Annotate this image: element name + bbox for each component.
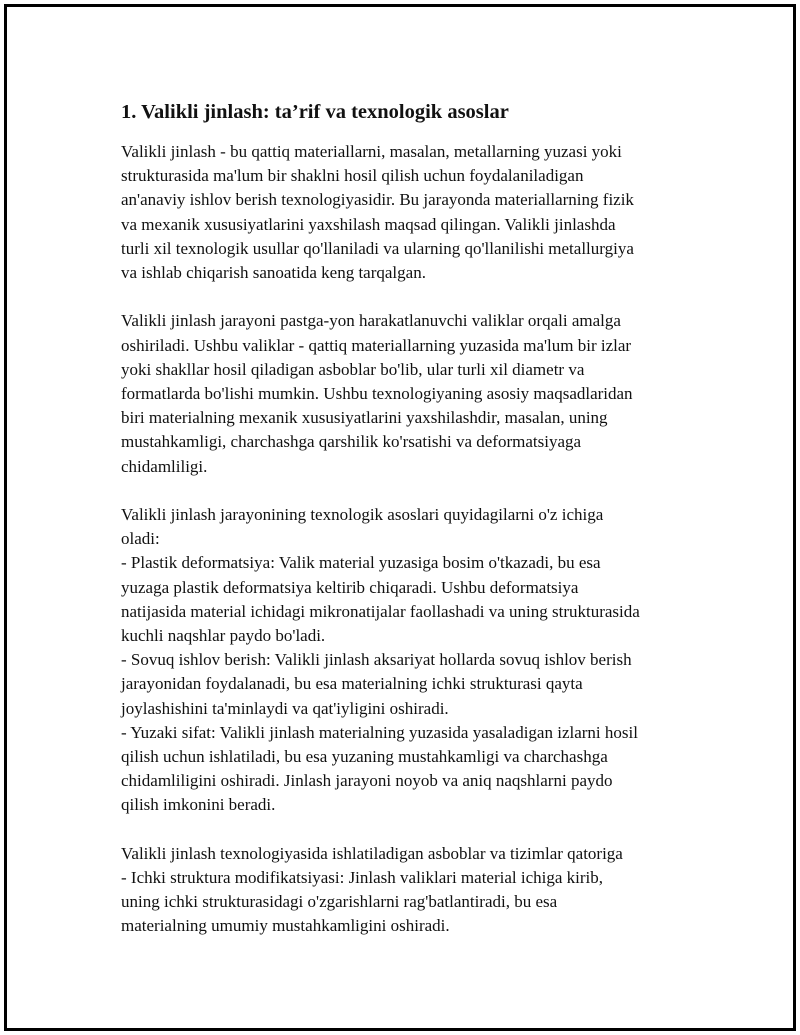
text-line: an'anaviy ishlov berish texnologiyasidir. Bu jarayonda materiallarning fizik: [121, 190, 634, 210]
document-content: [121, 99, 711, 963]
paragraph-foundations: [121, 503, 711, 818]
text-line: turli xil texnologik usullar qo'llaniladi va ularning qo'llanilishi metallurgiya: [121, 238, 634, 258]
list-item-line: - Plastik deformatsiya: Valik material yuzasiga bosim o'tkazadi, bu esa: [121, 553, 601, 573]
text-line: oladi:: [121, 529, 160, 549]
text-line: oshiriladi. Ushbu valiklar - qattiq materiallarning yuzasida ma'lum bir izlar: [121, 335, 632, 355]
text-line: natijasida material ichidagi mikronatijalar faollashadi va uning strukturasida: [121, 601, 640, 621]
text-line: yoki shakllar hosil qiladigan asboblar bo'lib, ular turli xil diametr va: [121, 359, 585, 379]
text-line: joylashishini ta'minlaydi va qat'iyligini oshiradi.: [121, 698, 449, 718]
section-title: 1. Valikli jinlash: ta’rif va texnologik asoslar: [121, 101, 509, 123]
text-line: kuchli naqshlar paydo bo'ladi.: [121, 626, 326, 646]
list-item-line: - Sovuq ishlov berish: Valikli jinlash aksariyat hollarda sovuq ishlov berish: [121, 650, 632, 670]
paragraph-definition: [121, 140, 711, 285]
text-line: yuzaga plastik deformatsiya keltirib chiqaradi. Ushbu deformatsiya: [121, 577, 579, 597]
text-line: formatlarda bo'lishi mumkin. Ushbu texnologiyaning asosiy maqsadlaridan: [121, 384, 633, 404]
text-line: uning ichki strukturasidagi o'zgarishlarni rag'batlantiradi, bu esa: [121, 892, 558, 912]
text-line: chidamliligi.: [121, 456, 208, 476]
text-line: Valikli jinlash texnologiyasida ishlatiladigan asboblar va tizimlar qatoriga: [121, 843, 623, 863]
paragraph-process: [121, 309, 711, 478]
text-line: jarayonidan foydalanadi, bu esa materialning ichki strukturasi qayta: [121, 674, 583, 694]
text-line: biri materialning mexanik xususiyatlarini yaxshilashdir, masalan, uning: [121, 408, 608, 428]
text-line: Valikli jinlash - bu qattiq materiallarni, masalan, metallarning yuzasi yoki: [121, 142, 622, 161]
text-line: mustahkamligi, charchashga qarshilik ko'rsatishi va deformatsiyaga: [121, 432, 582, 452]
text-line: qilish imkonini beradi.: [121, 795, 276, 815]
paragraph-tools: [121, 842, 711, 939]
text-line: Valikli jinlash jarayoni pastga-yon harakatlanuvchi valiklar orqali amalga: [121, 311, 621, 331]
list-item-line: - Ichki struktura modifikatsiyasi: Jinlash valiklari material ichiga kirib,: [121, 868, 604, 888]
text-line: va mexanik xususiyatlarini yaxshilash maqsad qilingan. Valikli jinlashda: [121, 214, 616, 234]
text-line: strukturasida ma'lum bir shaklni hosil qilish uchun foydalaniladigan: [121, 166, 584, 186]
text-line: qilish uchun ishlatiladi, bu esa yuzaning mustahkamligi va charchashga: [121, 747, 608, 767]
text-line: materialning umumiy mustahkamligini oshiradi.: [121, 916, 450, 936]
document-page: [4, 4, 796, 1031]
text-line: va ishlab chiqarish sanoatida keng tarqalgan.: [121, 263, 426, 283]
text-line: Valikli jinlash jarayonining texnologik asoslari quyidagilarni o'z ichiga: [121, 505, 604, 525]
list-item-line: - Yuzaki sifat: Valikli jinlash materialning yuzasida yasaladigan izlarni hosil: [121, 722, 638, 742]
text-line: chidamliligini oshiradi. Jinlash jarayoni noyob va aniq naqshlarni paydo: [121, 771, 613, 791]
